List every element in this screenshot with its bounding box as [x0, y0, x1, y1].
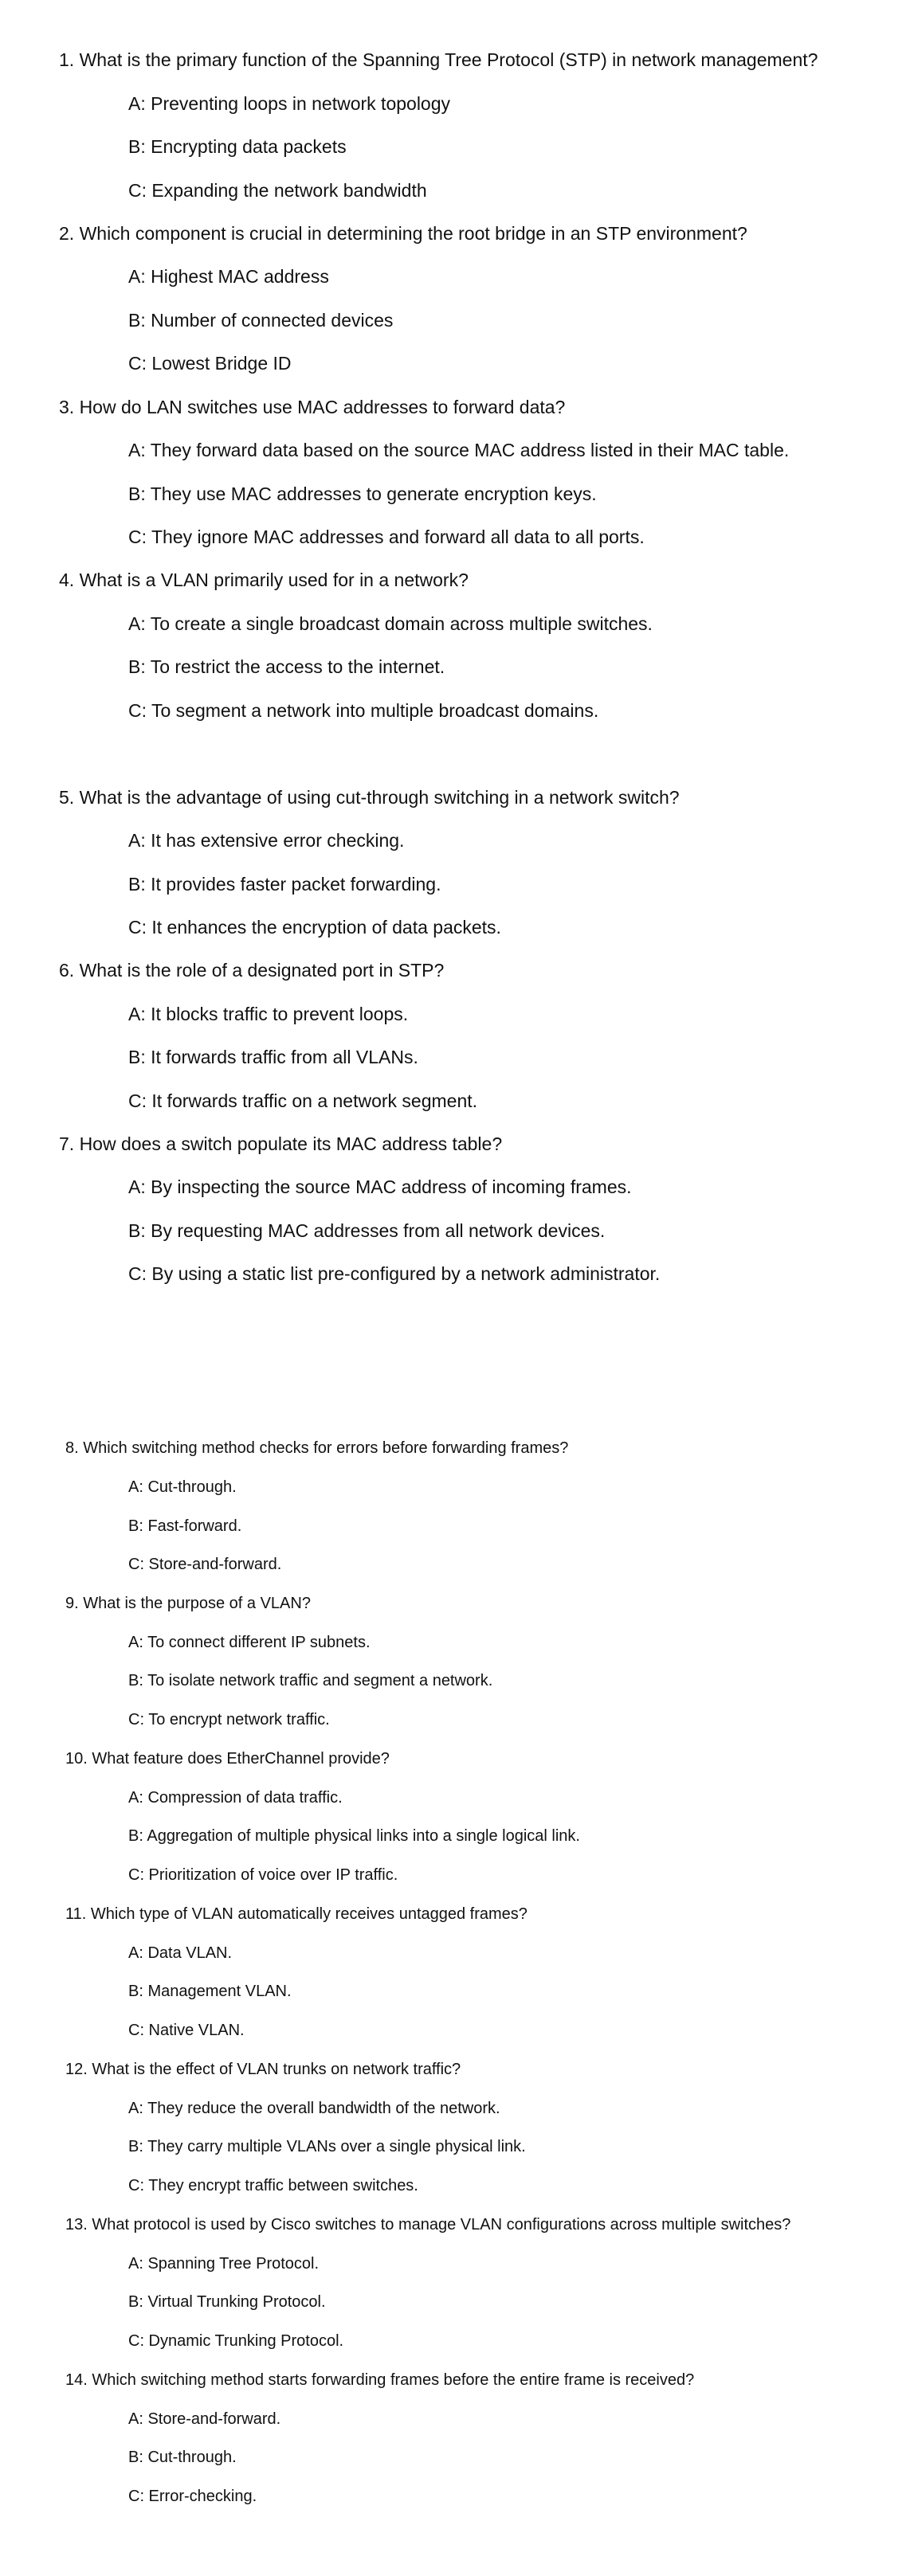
question-5-option-c: C: It enhances the encryption of data packets.	[128, 917, 501, 938]
question-3-option-a: A: They forward data based on the source MAC address listed in their MAC table.	[128, 440, 790, 460]
question-6-option-c: C: It forwards traffic on a network segment.	[128, 1090, 478, 1111]
question-10-option-b: B: Aggregation of multiple physical links into a single logical link.	[128, 1827, 580, 1845]
question-1-text: 1. What is the primary function of the Spanning Tree Protocol (STP) in network management?	[59, 49, 818, 70]
question-7-option-a: A: By inspecting the source MAC address of incoming frames.	[128, 1176, 632, 1197]
question-5-option-b: B: It provides faster packet forwarding.	[128, 874, 441, 895]
question-3-option-b: B: They use MAC addresses to generate encryption keys.	[128, 483, 597, 504]
question-8-option-b: B: Fast-forward.	[128, 1517, 242, 1535]
question-14-option-c: C: Error-checking.	[128, 2488, 257, 2505]
question-13-option-a: A: Spanning Tree Protocol.	[128, 2255, 320, 2273]
question-13-option-c: C: Dynamic Trunking Protocol.	[128, 2332, 344, 2350]
question-12-option-a: A: They reduce the overall bandwidth of the network.	[128, 2100, 500, 2117]
question-12-option-b: B: They carry multiple VLANs over a single physical link.	[128, 2138, 526, 2155]
question-12-option-c: C: They encrypt traffic between switches.	[128, 2177, 418, 2194]
question-1-option-a: A: Preventing loops in network topology	[128, 93, 451, 114]
question-8-option-c: C: Store-and-forward.	[128, 1556, 282, 1573]
question-6-option-b: B: It forwards traffic from all VLANs.	[128, 1047, 418, 1067]
question-10-text: 10. What feature does EtherChannel provide?	[65, 1750, 390, 1768]
question-8-text: 8. Which switching method checks for errors before forwarding frames?	[65, 1439, 569, 1457]
question-11-option-a: A: Data VLAN.	[128, 1944, 233, 1962]
question-2-text: 2. Which component is crucial in determining the root bridge in an STP environment?	[59, 223, 747, 244]
question-10-option-a: A: Compression of data traffic.	[128, 1789, 343, 1807]
question-13-option-b: B: Virtual Trunking Protocol.	[128, 2293, 326, 2311]
question-1-option-b: B: Encrypting data packets	[128, 136, 347, 157]
question-1-option-c: C: Expanding the network bandwidth	[128, 180, 427, 201]
question-3-option-c: C: They ignore MAC addresses and forward all data to all ports.	[128, 527, 645, 547]
question-4-option-c: C: To segment a network into multiple broadcast domains.	[128, 700, 599, 721]
question-4-option-b: B: To restrict the access to the internet.	[128, 656, 445, 677]
question-6-text: 6. What is the role of a designated port in STP?	[59, 960, 445, 981]
question-6-option-a: A: It blocks traffic to prevent loops.	[128, 1004, 409, 1024]
question-11-option-c: C: Native VLAN.	[128, 2022, 245, 2039]
question-2-option-c: C: Lowest Bridge ID	[128, 353, 292, 374]
question-12-text: 12. What is the effect of VLAN trunks on network traffic?	[65, 2061, 461, 2078]
question-9-option-b: B: To isolate network traffic and segment a network.	[128, 1672, 493, 1689]
question-2-option-a: A: Highest MAC address	[128, 266, 329, 287]
question-14-text: 14. Which switching method starts forwarding frames before the entire frame is received?	[65, 2371, 695, 2389]
question-7-option-b: B: By requesting MAC addresses from all network devices.	[128, 1220, 606, 1241]
question-13-text: 13. What protocol is used by Cisco switches to manage VLAN configurations across multiple switches?	[65, 2216, 791, 2233]
question-11-text: 11. Which type of VLAN automatically receives untagged frames?	[65, 1905, 528, 1923]
question-3-text: 3. How do LAN switches use MAC addresses to forward data?	[59, 397, 566, 417]
question-7-text: 7. How does a switch populate its MAC address table?	[59, 1133, 503, 1154]
question-9-option-c: C: To encrypt network traffic.	[128, 1711, 330, 1728]
question-14-option-b: B: Cut-through.	[128, 2449, 237, 2466]
question-11-option-b: B: Management VLAN.	[128, 1983, 292, 2000]
question-5-option-a: A: It has extensive error checking.	[128, 830, 405, 851]
question-2-option-b: B: Number of connected devices	[128, 310, 394, 331]
question-4-option-a: A: To create a single broadcast domain across multiple switches.	[128, 613, 653, 634]
question-10-option-c: C: Prioritization of voice over IP traffic.	[128, 1866, 398, 1884]
question-14-option-a: A: Store-and-forward.	[128, 2410, 281, 2428]
question-8-option-a: A: Cut-through.	[128, 1478, 237, 1496]
question-7-option-c: C: By using a static list pre-configured by a network administrator.	[128, 1263, 661, 1284]
question-9-text: 9. What is the purpose of a VLAN?	[65, 1595, 311, 1612]
question-9-option-a: A: To connect different IP subnets.	[128, 1634, 371, 1651]
question-5-text: 5. What is the advantage of using cut-through switching in a network switch?	[59, 787, 680, 808]
question-4-text: 4. What is a VLAN primarily used for in a network?	[59, 570, 469, 590]
